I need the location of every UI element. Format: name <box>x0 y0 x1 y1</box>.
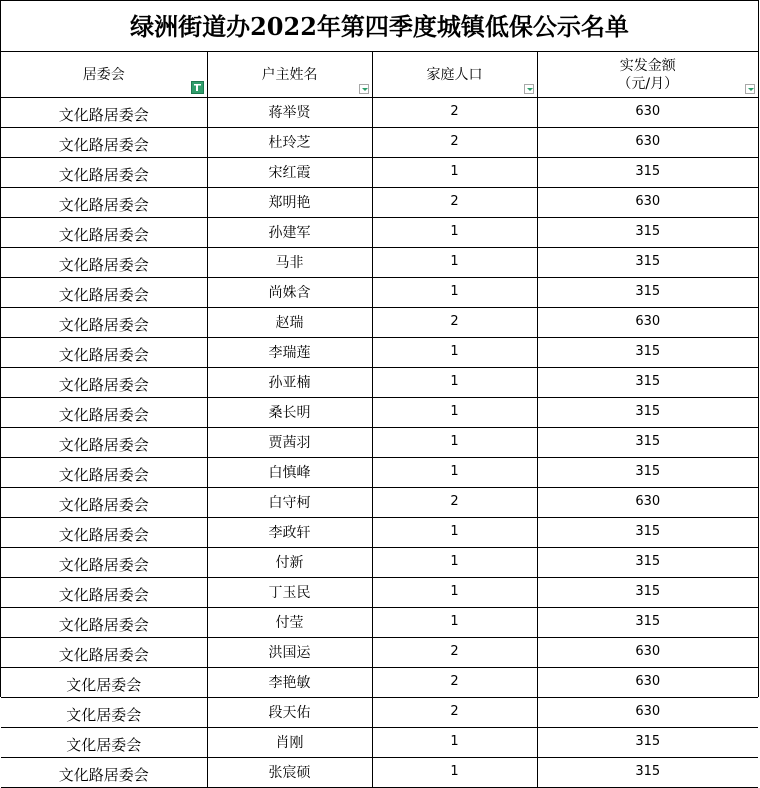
amount-cell[interactable]: 315 <box>537 518 758 548</box>
householder-name-cell[interactable]: 付新 <box>207 548 372 578</box>
table-row <box>1 308 758 338</box>
amount-cell[interactable]: 315 <box>537 548 758 578</box>
householder-name-cell[interactable]: 孙亚楠 <box>207 368 372 398</box>
table-body <box>1 98 758 788</box>
table-row <box>1 368 758 398</box>
table-row <box>1 188 758 218</box>
family-size-cell[interactable]: 2 <box>372 668 537 698</box>
family-size-cell[interactable]: 1 <box>372 458 537 488</box>
householder-name-cell[interactable]: 李瑞莲 <box>207 338 372 368</box>
amount-cell[interactable]: 630 <box>537 128 758 158</box>
householder-name-cell[interactable]: 赵瑞 <box>207 308 372 338</box>
householder-name-cell[interactable]: 肖刚 <box>207 728 372 758</box>
family-size-cell[interactable]: 1 <box>372 248 537 278</box>
family-size-cell[interactable]: 2 <box>372 638 537 668</box>
householder-name-cell[interactable]: 贾茜羽 <box>207 428 372 458</box>
committee-cell[interactable]: 文化路居委会 <box>1 188 207 218</box>
header-name <box>207 52 372 98</box>
householder-name-cell[interactable]: 丁玉民 <box>207 578 372 608</box>
committee-cell[interactable]: 文化路居委会 <box>1 608 207 638</box>
committee-cell[interactable]: 文化路居委会 <box>1 428 207 458</box>
family-size-cell[interactable]: 1 <box>372 518 537 548</box>
table-row <box>1 278 758 308</box>
header-committee-label: 居委会 <box>82 66 125 83</box>
family-size-cell[interactable]: 1 <box>372 218 537 248</box>
family-size-cell[interactable]: 2 <box>372 488 537 518</box>
householder-name-cell[interactable]: 白守柯 <box>207 488 372 518</box>
family-size-cell[interactable]: 1 <box>372 368 537 398</box>
committee-cell[interactable]: 文化路居委会 <box>1 158 207 188</box>
amount-cell[interactable]: 315 <box>537 458 758 488</box>
dropdown-arrow-icon[interactable] <box>745 84 755 94</box>
table-row <box>1 158 758 188</box>
table-row <box>1 668 758 698</box>
family-size-cell[interactable]: 1 <box>372 578 537 608</box>
householder-name-cell[interactable]: 郑明艳 <box>207 188 372 218</box>
table-row <box>1 218 758 248</box>
header-name-label: 户主姓名 <box>261 66 318 83</box>
filter-active-icon[interactable] <box>191 81 204 94</box>
table-row <box>1 248 758 278</box>
header-amount <box>537 52 758 98</box>
householder-name-cell[interactable]: 李艳敏 <box>207 668 372 698</box>
family-size-cell[interactable]: 1 <box>372 758 537 788</box>
committee-cell[interactable]: 文化路居委会 <box>1 278 207 308</box>
amount-cell[interactable]: 630 <box>537 698 758 728</box>
committee-cell[interactable]: 文化居委会 <box>1 698 207 728</box>
householder-name-cell[interactable]: 蒋举贤 <box>207 98 372 128</box>
committee-cell[interactable]: 文化路居委会 <box>1 638 207 668</box>
table-row <box>1 758 758 788</box>
family-size-cell[interactable]: 1 <box>372 428 537 458</box>
header-family <box>372 52 537 98</box>
header-committee <box>1 52 207 98</box>
amount-cell[interactable]: 630 <box>537 308 758 338</box>
amount-cell[interactable]: 315 <box>537 578 758 608</box>
family-size-cell[interactable]: 1 <box>372 338 537 368</box>
family-size-cell[interactable]: 2 <box>372 188 537 218</box>
dropdown-arrow-icon[interactable] <box>524 84 534 94</box>
householder-name-cell[interactable]: 李政轩 <box>207 518 372 548</box>
family-size-cell[interactable]: 2 <box>372 128 537 158</box>
amount-cell[interactable]: 630 <box>537 638 758 668</box>
family-size-cell[interactable]: 1 <box>372 278 537 308</box>
amount-cell[interactable]: 315 <box>537 158 758 188</box>
amount-cell[interactable]: 315 <box>537 428 758 458</box>
committee-cell[interactable]: 文化路居委会 <box>1 578 207 608</box>
amount-cell[interactable]: 315 <box>537 248 758 278</box>
committee-cell[interactable]: 文化居委会 <box>1 668 207 698</box>
committee-cell[interactable]: 文化居委会 <box>1 728 207 758</box>
family-size-cell[interactable]: 1 <box>372 728 537 758</box>
committee-cell[interactable]: 文化路居委会 <box>1 128 207 158</box>
table-row <box>1 518 758 548</box>
family-size-cell[interactable]: 2 <box>372 98 537 128</box>
amount-cell[interactable]: 315 <box>537 608 758 638</box>
householder-name-cell[interactable]: 马非 <box>207 248 372 278</box>
header-amount-line2: （元/月） <box>617 75 679 92</box>
header-family-label: 家庭人口 <box>426 66 483 83</box>
householder-name-cell[interactable]: 付莹 <box>207 608 372 638</box>
amount-cell[interactable]: 315 <box>537 368 758 398</box>
amount-cell[interactable]: 315 <box>537 398 758 428</box>
householder-name-cell[interactable]: 段天佑 <box>207 698 372 728</box>
header-row <box>1 52 758 98</box>
dropdown-arrow-icon[interactable] <box>359 84 369 94</box>
table-row <box>1 128 758 158</box>
committee-cell[interactable]: 文化路居委会 <box>1 98 207 128</box>
table-row <box>1 548 758 578</box>
householder-name-cell[interactable]: 白慎峰 <box>207 458 372 488</box>
committee-cell[interactable]: 文化路居委会 <box>1 548 207 578</box>
family-size-cell[interactable]: 1 <box>372 158 537 188</box>
householder-name-cell[interactable]: 尚姝含 <box>207 278 372 308</box>
sheet-title: 绿洲街道办2022年第四季度城镇低保公示名单 <box>1 0 758 52</box>
committee-cell[interactable]: 文化路居委会 <box>1 338 207 368</box>
householder-name-cell[interactable]: 张宸硕 <box>207 758 372 788</box>
amount-cell[interactable]: 630 <box>537 98 758 128</box>
family-size-cell[interactable]: 1 <box>372 608 537 638</box>
committee-cell[interactable]: 文化路居委会 <box>1 248 207 278</box>
amount-cell[interactable]: 630 <box>537 188 758 218</box>
amount-cell[interactable]: 315 <box>537 758 758 788</box>
table-row <box>1 728 758 758</box>
table-row <box>1 608 758 638</box>
amount-cell[interactable]: 630 <box>537 488 758 518</box>
table-row <box>1 638 758 668</box>
householder-name-cell[interactable]: 宋红霞 <box>207 158 372 188</box>
table-row <box>1 698 758 728</box>
committee-cell[interactable]: 文化路居委会 <box>1 368 207 398</box>
header-amount-label <box>617 57 678 93</box>
committee-cell[interactable]: 文化路居委会 <box>1 758 207 788</box>
householder-name-cell[interactable]: 桑长明 <box>207 398 372 428</box>
householder-name-cell[interactable]: 杜玲芝 <box>207 128 372 158</box>
committee-cell[interactable]: 文化路居委会 <box>1 218 207 248</box>
amount-cell[interactable]: 315 <box>537 728 758 758</box>
committee-cell[interactable]: 文化路居委会 <box>1 308 207 338</box>
family-size-cell[interactable]: 1 <box>372 398 537 428</box>
header-amount-line1: 实发金额 <box>619 57 676 74</box>
householder-name-cell[interactable]: 孙建军 <box>207 218 372 248</box>
amount-cell[interactable]: 630 <box>537 668 758 698</box>
family-size-cell[interactable]: 2 <box>372 308 537 338</box>
table-row <box>1 488 758 518</box>
table-row <box>1 338 758 368</box>
table-row <box>1 458 758 488</box>
table-row <box>1 578 758 608</box>
family-size-cell[interactable]: 2 <box>372 698 537 728</box>
amount-cell[interactable]: 315 <box>537 278 758 308</box>
table-row <box>1 398 758 428</box>
committee-cell[interactable]: 文化路居委会 <box>1 458 207 488</box>
amount-cell[interactable]: 315 <box>537 338 758 368</box>
family-size-cell[interactable]: 1 <box>372 548 537 578</box>
committee-cell[interactable]: 文化路居委会 <box>1 518 207 548</box>
table-row <box>1 98 758 128</box>
householder-name-cell[interactable]: 洪国运 <box>207 638 372 668</box>
committee-cell[interactable]: 文化路居委会 <box>1 488 207 518</box>
table-row <box>1 428 758 458</box>
amount-cell[interactable]: 315 <box>537 218 758 248</box>
relief-list-table <box>1 52 758 788</box>
committee-cell[interactable]: 文化路居委会 <box>1 398 207 428</box>
